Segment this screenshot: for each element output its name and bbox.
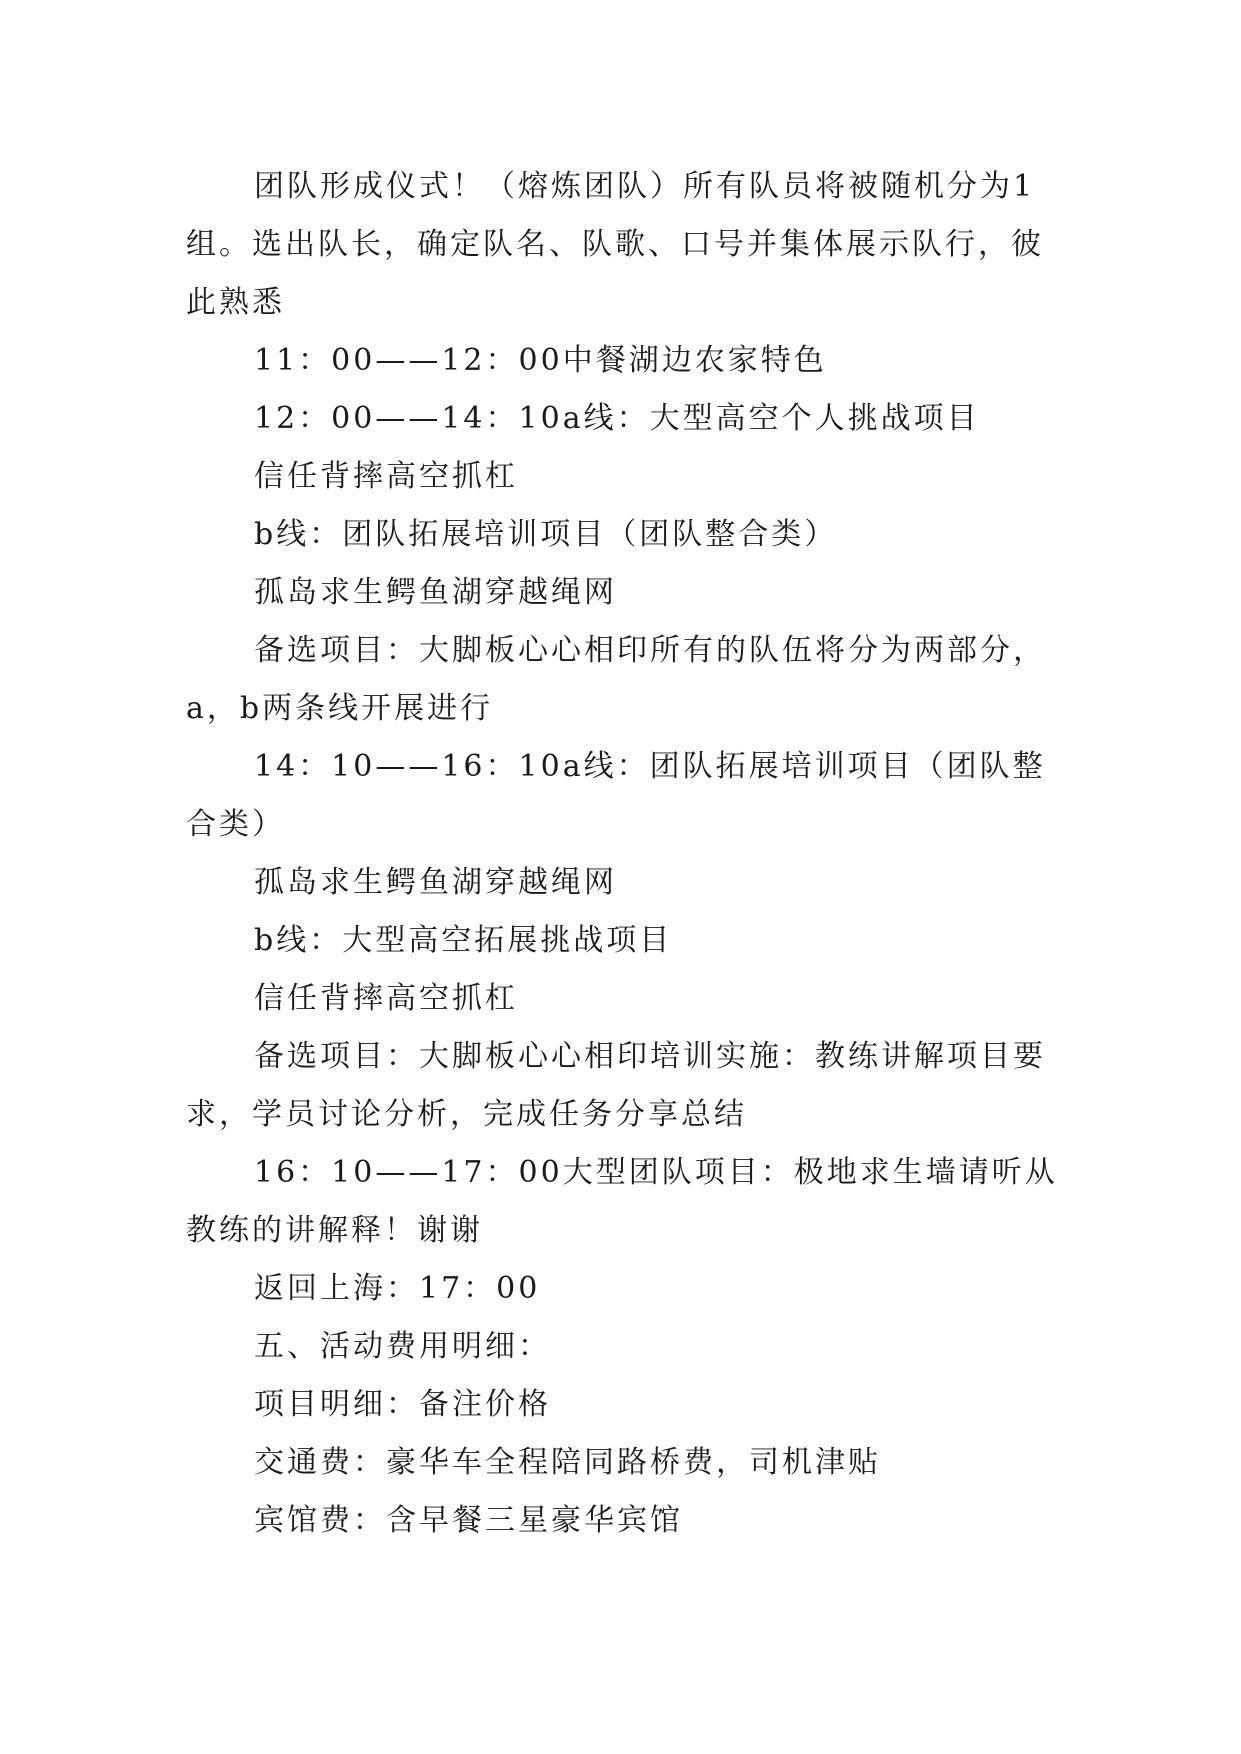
paragraph-line-a-high-altitude: 12：00——14：10a线：大型高空个人挑战项目	[254, 401, 980, 436]
paragraph-island-survival: 孤岛求生鳄鱼湖穿越绳网	[254, 575, 617, 610]
paragraph-lunch: 11：00——12：00中餐湖边农家特色	[254, 343, 827, 378]
paragraph-trust-fall: 信任背摔高空抓杠	[254, 459, 518, 494]
paragraph-line-b-high-altitude: b线：大型高空拓展挑战项目	[254, 923, 673, 958]
paragraph-polar-survival: 16：10——17：00大型团队项目：极地求生墙请听从教练的讲解释！谢谢	[186, 1155, 1058, 1248]
paragraph-item-details: 项目明细：备注价格	[254, 1387, 551, 1422]
paragraph-island-survival-2: 孤岛求生鳄鱼湖穿越绳网	[254, 865, 617, 900]
paragraph-line-b-team: b线：团队拓展培训项目（团队整合类）	[254, 517, 838, 552]
paragraph-alternate-projects: 备选项目：大脚板心心相印所有的队伍将分为两部分，a，b两条线开展进行	[186, 633, 1046, 726]
paragraph-team-formation: 团队形成仪式！（熔炼团队）所有队员将被随机分为1组。选出队长，确定队名、队歌、口号并集体展示队行，彼此熟悉	[186, 169, 1044, 320]
paragraph-hotel-fee: 宾馆费：含早餐三星豪华宾馆	[254, 1503, 683, 1538]
heading-activity-costs: 五、活动费用明细：	[254, 1329, 551, 1364]
paragraph-transport-fee: 交通费：豪华车全程陪同路桥费，司机津贴	[254, 1445, 881, 1480]
document-body	[186, 158, 1061, 1550]
paragraph-trust-fall-2: 信任背摔高空抓杠	[254, 981, 518, 1016]
paragraph-return: 返回上海：17：00	[254, 1271, 541, 1306]
paragraph-line-a-team: 14：10——16：10a线：团队拓展培训项目（团队整合类）	[186, 749, 1046, 842]
paragraph-training-implementation: 备选项目：大脚板心心相印培训实施：教练讲解项目要求，学员讨论分析，完成任务分享总结	[186, 1039, 1046, 1132]
